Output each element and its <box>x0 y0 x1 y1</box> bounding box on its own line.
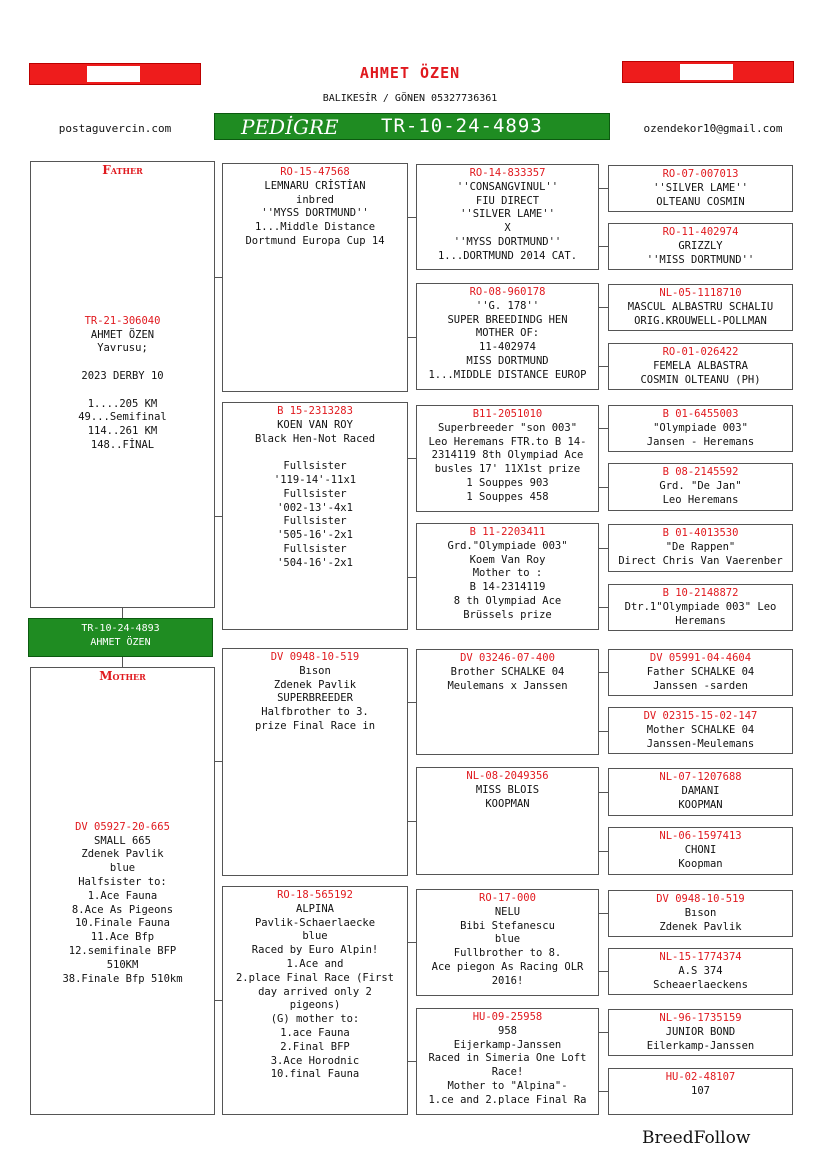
gen3-ring: NL-08-2049356 <box>466 770 549 782</box>
gen4-box-16[interactable] <box>608 1068 793 1115</box>
gen4-ring: DV 05991-04-4604 <box>649 652 752 664</box>
connector-line <box>215 516 222 517</box>
breeder-address: BALIKESİR / GÖNEN 05327736361 <box>322 93 498 104</box>
gen4-text: DAMANI KOOPMAN <box>678 784 723 811</box>
gen2-ring: RO-15-47568 <box>280 166 350 178</box>
gen2-box-1[interactable] <box>222 163 408 392</box>
gen4-ring: RO-01-026422 <box>662 346 739 358</box>
gen4-box-10[interactable] <box>608 707 793 754</box>
connector-line <box>599 792 608 793</box>
left-flag <box>29 63 201 85</box>
gen4-box-8[interactable] <box>608 584 793 631</box>
gen3-box-8[interactable] <box>416 1008 599 1115</box>
gen4-box-11[interactable] <box>608 768 793 816</box>
gen3-box-2[interactable] <box>416 283 599 390</box>
gen4-box-2[interactable] <box>608 223 793 270</box>
connector-line <box>408 217 416 218</box>
gen3-ring: RO-17-000 <box>479 892 536 904</box>
gen4-ring: RO-07-007013 <box>662 168 739 180</box>
gen3-box-5[interactable] <box>416 649 599 755</box>
gen2-text: Bıson Zdenek Pavlik SUPERBREEDER Halfbrother to 3. prize Final Race in <box>254 664 376 732</box>
subject-ring: TR-10-24-4893 <box>81 623 160 634</box>
gen2-text: ALPINA Pavlik-Schaerlaecke blue Raced by Euro Alpin! 1.Ace and 2.place Final Race (First day arrived only 2 pigeons) (G) mother to: 1.ace Fauna 2.Final BFP 3.Ace Horodnic 10.final Fauna <box>235 902 395 1081</box>
gen2-ring: RO-18-565192 <box>277 889 353 901</box>
gen4-box-9[interactable] <box>608 649 793 696</box>
gen4-text: JUNIOR BOND Eilerkamp-Janssen <box>646 1025 755 1052</box>
mother-box[interactable] <box>30 667 215 1115</box>
gen3-box-1[interactable] <box>416 164 599 270</box>
connector-line <box>599 548 608 549</box>
gen3-text: Grd."Olympiade 003" Koem Van Roy Mother to : B 14-2314119 8 th Olympiad Ace Brüssels prize <box>447 539 568 621</box>
gen3-ring: B 11-2203411 <box>469 526 546 538</box>
gen3-text: MISS BLOIS KOOPMAN <box>475 783 540 810</box>
breedfollow-watermark: BreedFollow <box>642 1128 751 1148</box>
connector-line <box>599 428 608 429</box>
mother-title: Mother <box>99 669 146 683</box>
connector-line <box>599 971 608 972</box>
website-link[interactable]: postaguvercin.com <box>58 122 172 135</box>
father-title: Father <box>102 163 143 177</box>
gen4-box-6[interactable] <box>608 463 793 511</box>
gen3-text: ''CONSANGVINUL'' FIU DIRECT ''SILVER LAME'' X ''MYSS DORTMUND'' 1...DORTMUND 2014 CAT. <box>437 180 578 262</box>
gen4-text: 107 <box>691 1084 710 1097</box>
gen2-box-2[interactable] <box>222 402 408 630</box>
gen3-ring: RO-08-960178 <box>469 286 546 298</box>
gen2-text: KOEN VAN ROY Black Hen-Not Raced Fullsister '119-14'-11x1 Fullsister '002-13'-4x1 Fullsister '505-16'-2x1 Fullsister '504-16'-2x1 <box>254 418 376 569</box>
connector-line <box>408 1061 416 1062</box>
gen4-ring: RO-11-402974 <box>662 226 739 238</box>
gen4-ring: NL-05-1118710 <box>659 287 742 299</box>
connector-line <box>408 337 416 338</box>
gen4-ring: NL-96-1735159 <box>659 1012 742 1024</box>
gen2-text: LEMNARU CRİSTİAN inbred ''MYSS DORTMUND'' 1...Middle Distance Dortmund Europa Cup 14 <box>245 179 385 247</box>
gen4-ring: B 01-6455003 <box>662 408 739 420</box>
father-box[interactable] <box>30 161 215 608</box>
gen4-ring: B 01-4013530 <box>662 527 739 539</box>
gen4-box-5[interactable] <box>608 405 793 452</box>
connector-line <box>408 942 416 943</box>
gen2-ring: B 15-2313283 <box>277 405 353 417</box>
connector-line <box>599 366 608 367</box>
gen4-box-4[interactable] <box>608 343 793 390</box>
gen4-text: Dtr.1"Olympiade 003" Leo Heremans <box>624 600 777 627</box>
connector-line <box>599 188 608 189</box>
gen4-text: Bıson Zdenek Pavlik <box>659 906 742 933</box>
connector-line <box>599 1032 608 1033</box>
gen4-box-13[interactable] <box>608 890 793 937</box>
gen4-ring: DV 0948-10-519 <box>656 893 745 905</box>
gen4-text: GRIZZLY ''MISS DORTMUND'' <box>646 239 755 266</box>
gen4-text: Grd. "De Jan" Leo Heremans <box>659 479 742 506</box>
connector-line <box>408 702 416 703</box>
connector-line <box>599 487 608 488</box>
gen4-ring: B 08-2145592 <box>662 466 739 478</box>
gen3-ring: HU-09-25958 <box>472 1011 543 1023</box>
gen4-box-15[interactable] <box>608 1009 793 1056</box>
gen4-ring: NL-15-1774374 <box>659 951 742 963</box>
connector-line <box>599 307 608 308</box>
connector-line <box>122 608 123 618</box>
mother-text: SMALL 665 Zdenek Pavlik blue Halfsister to: 1.Ace Fauna 8.Ace As Pigeons 10.Finale Fauna 11.Ace Bfp 12.semifinale BFP 510KM 38.Finale Bfp 510km <box>62 834 183 985</box>
gen4-ring: NL-07-1207688 <box>659 771 742 783</box>
gen4-box-7[interactable] <box>608 524 793 572</box>
gen4-box-3[interactable] <box>608 284 793 331</box>
gen2-ring: DV 0948-10-519 <box>270 651 360 663</box>
connector-line <box>599 851 608 852</box>
gen3-box-6[interactable] <box>416 767 599 875</box>
gen4-text: Father SCHALKE 04 Janssen -sarden <box>646 665 755 692</box>
gen4-ring: B 10-2148872 <box>662 587 739 599</box>
father-text: AHMET ÖZEN Yavrusu; 2023 DERBY 10 1....205 KM 49...Semifinal 114..261 KM 148..FİNAL <box>78 328 167 451</box>
connector-line <box>599 1091 608 1092</box>
connector-line <box>599 913 608 914</box>
gen3-box-4[interactable] <box>416 523 599 630</box>
gen3-box-7[interactable] <box>416 889 599 996</box>
gen4-ring: DV 02315-15-02-147 <box>643 710 758 722</box>
gen3-box-3[interactable] <box>416 405 599 512</box>
gen4-ring: HU-02-48107 <box>665 1071 736 1083</box>
gen4-box-1[interactable] <box>608 165 793 212</box>
gen3-ring: DV 03246-07-400 <box>460 652 555 664</box>
subject-box[interactable] <box>28 618 213 657</box>
father-ring: TR-21-306040 <box>84 314 161 327</box>
gen4-text: FEMELA ALBASTRA COSMIN OLTEANU (PH) <box>640 359 761 386</box>
connector-line <box>599 607 608 608</box>
gen4-ring: NL-06-1597413 <box>659 830 742 842</box>
connector-line <box>408 821 416 822</box>
gen4-text: ''SILVER LAME'' OLTEANU COSMIN <box>653 181 748 208</box>
pedigree-word: PEDİGRE <box>241 115 339 139</box>
gen4-text: "Olympiade 003" Jansen - Heremans <box>646 421 755 448</box>
connector-line <box>122 657 123 667</box>
pedigree-title-bar <box>214 113 610 140</box>
gen4-text: A.S 374 Scheaerlaeckens <box>653 964 748 991</box>
subject-name: AHMET ÖZEN <box>90 637 151 648</box>
connector-line <box>215 1000 222 1001</box>
gen3-ring: RO-14-833357 <box>469 167 546 179</box>
gen4-box-14[interactable] <box>608 948 793 995</box>
gen4-text: Mother SCHALKE 04 Janssen-Meulemans <box>646 723 755 750</box>
connector-line <box>215 761 222 762</box>
gen3-ring: B11-2051010 <box>472 408 543 420</box>
connector-line <box>215 277 222 278</box>
gen3-text: 958 Eijerkamp-Janssen Raced in Simeria One Loft Race! Mother to "Alpina"- 1.ce and 2.place Final Ra <box>428 1024 587 1106</box>
pedigree-ring: TR-10-24-4893 <box>381 115 543 137</box>
connector-line <box>408 577 416 578</box>
email-link[interactable]: ozendekor10@gmail.com <box>643 122 783 135</box>
gen3-text: Brother SCHALKE 04 Meulemans x Janssen <box>447 665 568 692</box>
gen3-text: ''G. 178'' SUPER BREEDINDG HEN MOTHER OF: 11-402974 MISS DORTMUND 1...MIDDLE DISTANCE EUROP <box>428 299 587 381</box>
connector-line <box>599 246 608 247</box>
gen4-text: CHONI Koopman <box>678 843 723 870</box>
gen4-text: "De Rappen" Direct Chris Van Vaerenber <box>618 540 783 567</box>
connector-line <box>408 458 416 459</box>
connector-line <box>599 731 608 732</box>
mother-ring: DV 05927-20-665 <box>75 820 170 833</box>
gen3-text: NELU Bibi Stefanescu blue Fullbrother to 8. Ace piegon As Racing OLR 2016! <box>431 905 584 987</box>
breeder-name: AHMET ÖZEN <box>359 64 461 82</box>
gen2-box-4[interactable] <box>222 886 408 1115</box>
right-flag <box>622 61 794 83</box>
gen4-box-12[interactable] <box>608 827 793 875</box>
gen3-text: Superbreeder "son 003" Leo Heremans FTR.to B 14- 2314119 8th Olympiad Ace busles 17' 11X1st prize 1 Souppes 903 1 Souppes 458 <box>428 421 587 503</box>
connector-line <box>599 672 608 673</box>
gen2-box-3[interactable] <box>222 648 408 876</box>
gen4-text: MASCUL ALBASTRU SCHALIU ORIG.KROUWELL-POLLMAN <box>627 300 774 327</box>
